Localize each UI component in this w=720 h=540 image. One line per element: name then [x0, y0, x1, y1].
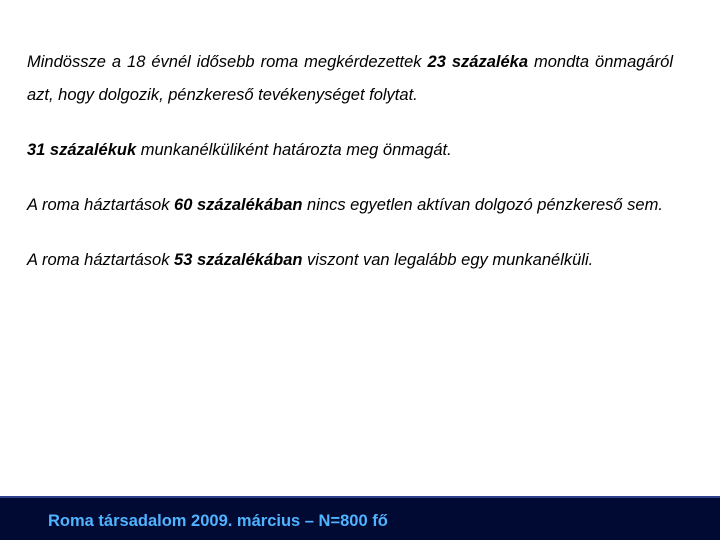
paragraph-4-highlight: 53 százalékában	[174, 251, 303, 269]
paragraph-1-post: mondta önmagáról azt, hogy dolgozik, pénzkereső tevékenységet folytat.	[27, 53, 673, 104]
paragraph-3	[27, 189, 673, 222]
paragraph-3-post: nincs egyetlen aktívan dolgozó pénzkereső sem.	[302, 196, 663, 214]
paragraph-1-pre: Mindössze a 18 évnél idősebb roma megkérdezettek	[27, 53, 428, 71]
footer-bar	[0, 496, 720, 540]
paragraph-2-highlight: 31 százalékuk	[27, 141, 137, 159]
paragraph-3-pre: A roma háztartások	[27, 196, 175, 214]
paragraph-2-post: munkanélküliként határozta meg önmagát.	[136, 141, 452, 159]
paragraph-4	[27, 244, 673, 277]
slide-body	[27, 46, 673, 277]
paragraph-1	[27, 46, 673, 112]
paragraph-2	[27, 134, 673, 167]
paragraph-4-post: viszont van legalább egy munkanélküli.	[302, 251, 594, 269]
footer-text: Roma társadalom 2009. március – N=800 fő	[48, 512, 388, 530]
paragraph-3-highlight: 60 százalékában	[174, 196, 303, 214]
paragraph-4-pre: A roma háztartások	[27, 251, 175, 269]
paragraph-1-highlight: 23 százaléka	[427, 53, 529, 71]
